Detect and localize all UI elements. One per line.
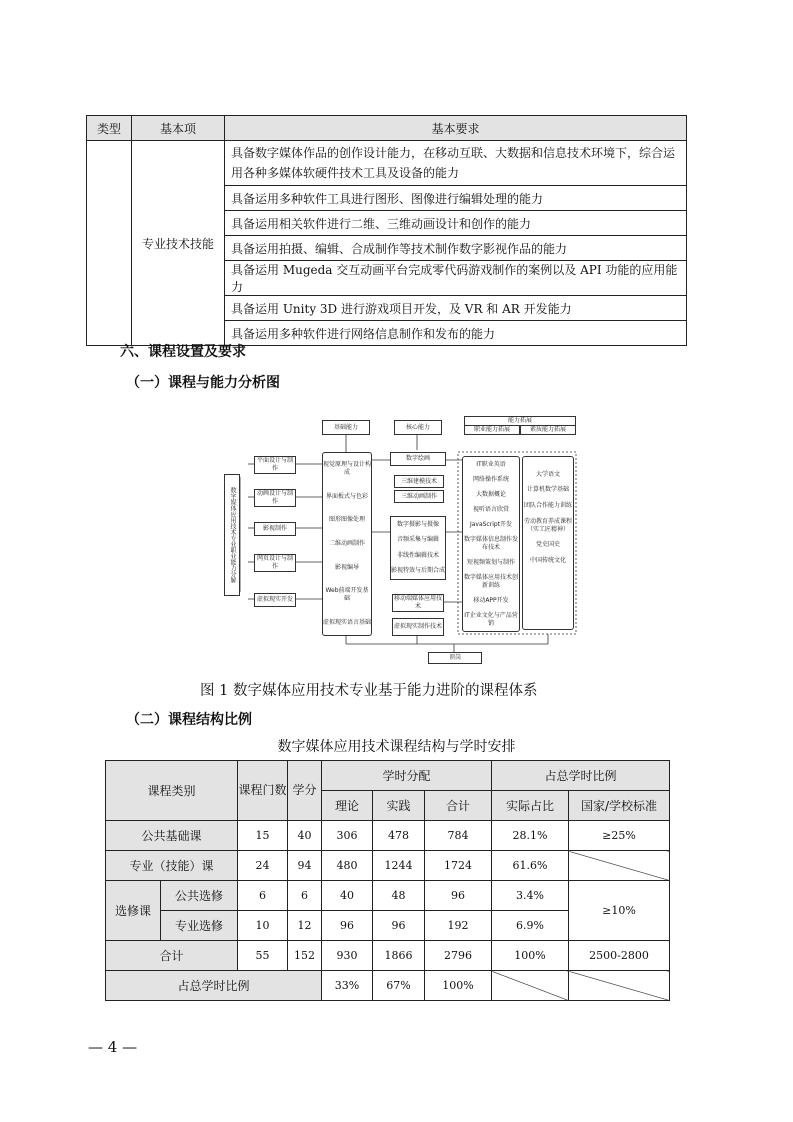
career-item: 短视频策划与制作: [466, 558, 515, 566]
cell-total: 2796: [425, 941, 492, 971]
core-group-item: 影视特效与后期合成: [391, 567, 446, 575]
cell-count: 15: [238, 821, 288, 851]
core-item: 三维动画制作: [394, 490, 444, 503]
header-basic-item: 基本项: [132, 116, 225, 141]
cell-practice: 96: [373, 911, 425, 941]
career-item: 视听语言欣赏: [472, 505, 509, 513]
requirement-row: 具备运用相关软件进行二维、三维动画设计和创作的能力: [225, 211, 687, 236]
core-group-item: 非线性编辑技术: [396, 551, 439, 559]
table-row: [106, 881, 670, 911]
header-practice: 实践: [373, 791, 425, 821]
cell-total: 96: [425, 881, 492, 911]
left-box: 动画设计与制作: [254, 489, 296, 507]
quality-extension-header: 素质能力拓展: [520, 425, 576, 435]
row-name: 专业选修: [161, 911, 238, 941]
cell-theory: 96: [322, 911, 373, 941]
basic-item: 影视编导: [334, 563, 359, 571]
quality-extension-column: [522, 456, 574, 630]
header-hours-ratio: 占总学时比例: [492, 761, 670, 791]
header-credit: 学分: [288, 761, 322, 821]
basic-item: 视觉原理与设计构成: [323, 460, 372, 476]
requirements-table: [86, 115, 687, 346]
header-theory: 理论: [322, 791, 373, 821]
table-title: 数字媒体应用技术课程结构与学时安排: [277, 739, 516, 755]
core-ability-header: 核心能力: [394, 420, 442, 435]
cell-actual: 28.1%: [492, 821, 569, 851]
row-name: 公共基础课: [106, 821, 238, 851]
cell-practice: 1866: [373, 941, 425, 971]
category-cell: 专业技术技能: [132, 141, 225, 346]
table-row: [106, 851, 670, 881]
career-item: JavaScript开发: [469, 520, 513, 528]
cell-credit: 152: [288, 941, 322, 971]
career-extension-header: 职业能力拓展: [464, 425, 520, 435]
subsection-title-2: （二）课程结构比例: [126, 712, 252, 728]
cell-theory: 480: [322, 851, 373, 881]
career-extension-column: [462, 456, 520, 632]
row-name: 公共选修: [161, 881, 238, 911]
header-total: 合计: [425, 791, 492, 821]
table-row: [106, 821, 670, 851]
left-box: 平面设计与制作: [254, 456, 296, 474]
core-group-item: 数字摄影与摄像: [396, 520, 439, 528]
basic-ability-header: 基础能力: [322, 420, 370, 435]
cell-theory: 33%: [322, 971, 373, 1001]
requirement-row: 具备运用拍摄、编辑、合成制作等技术制作数字影视作品的能力: [225, 236, 687, 261]
empty-diagonal-cell: [569, 851, 670, 881]
elective-label: 选修课: [106, 881, 161, 941]
row-name: 合计: [106, 941, 238, 971]
cell-practice: 1244: [373, 851, 425, 881]
career-item: 移动APP开发: [473, 596, 509, 604]
cell-actual: 3.4%: [492, 881, 569, 911]
empty-diagonal-cell: [492, 971, 569, 1001]
core-item: 三维建模技术: [394, 475, 444, 488]
cell-total: 784: [425, 821, 492, 851]
left-box: 虚拟现实开发: [254, 593, 296, 607]
quality-item: 中国传统文化: [529, 557, 566, 565]
basic-ability-column: [322, 452, 372, 636]
course-ability-diagram: [218, 412, 578, 667]
requirement-row: 具备运用 Mugeda 交互动画平台完成零代码游戏制作的案例以及 API 功能的应用能力: [225, 261, 687, 296]
figure-caption: 图 1 数字媒体应用技术专业基于能力进阶的课程体系: [200, 683, 538, 699]
cell-theory: 306: [322, 821, 373, 851]
career-item: 网络操作系统: [472, 475, 509, 483]
subsection-title-1: （一）课程与能力分析图: [126, 375, 280, 391]
cell-count: 55: [238, 941, 288, 971]
header-basic-requirement: 基本要求: [225, 116, 687, 141]
header-standard: 国家/学校标准: [569, 791, 670, 821]
core-item: 数字绘画: [390, 452, 446, 466]
core-bottom-item: 虚拟现实制作技术: [392, 618, 444, 636]
cell-standard: ≥25%: [569, 821, 670, 851]
cell-actual: 61.6%: [492, 851, 569, 881]
requirement-row: 具备运用多种软件进行网络信息制作和发布的能力: [225, 321, 687, 346]
header-course-category: 课程类别: [106, 761, 238, 821]
core-bottom-item: 移动端媒体应用技术: [393, 595, 442, 610]
quality-item: 党史国史: [535, 541, 560, 549]
cell-standard: 2500-2800: [569, 941, 670, 971]
cell-count: 6: [238, 881, 288, 911]
row-name: 专业（技能）课: [106, 851, 238, 881]
cell-credit: 94: [288, 851, 322, 881]
cell-actual: 6.9%: [492, 911, 569, 941]
cell-theory: 40: [322, 881, 373, 911]
page-number: — 4 —: [88, 1038, 138, 1056]
requirement-row: 具备运用 Unity 3D 进行游戏项目开发，及 VR 和 AR 开发能力: [225, 296, 687, 321]
career-item: 数字媒体应用技术创新训练: [463, 573, 518, 589]
type-cell: [87, 141, 132, 346]
cell-practice: 48: [373, 881, 425, 911]
table-row: [106, 971, 670, 1001]
requirement-row: 具备数字媒体作品的创作设计能力，在移动互联、大数据和信息技术环境下，综合运用各种多媒体软硬件技术工具及设备的能力: [225, 141, 687, 186]
career-item: 数字媒体信息制作发布技术: [463, 535, 518, 551]
quality-item: 计算机数学基础: [526, 486, 569, 494]
cell-total: 100%: [425, 971, 492, 1001]
cell-practice: 478: [373, 821, 425, 851]
basic-item: 图形图像处理: [328, 516, 365, 524]
quality-item: 团队合作能力训练: [523, 502, 572, 510]
cell-practice: 67%: [373, 971, 425, 1001]
core-group-item: 音频采集与编辑: [396, 536, 439, 544]
cell-actual: 100%: [492, 941, 569, 971]
basic-item: Web前端开发基础: [325, 587, 369, 603]
header-type: 类型: [87, 116, 132, 141]
basic-item: 二维动画制作: [328, 539, 365, 547]
core-group-box: [390, 516, 446, 580]
cell-count: 24: [238, 851, 288, 881]
empty-diagonal-cell: [569, 971, 670, 1001]
left-box: 影视制作: [254, 522, 296, 536]
cell-theory: 930: [322, 941, 373, 971]
row-name: 占总学时比例: [106, 971, 322, 1001]
quality-item: 劳动教育养成课程（实工匠精神）: [523, 517, 572, 533]
cell-credit: 6: [288, 881, 322, 911]
career-item: IT企业文化与产品营销: [464, 611, 518, 627]
basic-item: 界面板式与色彩: [325, 492, 368, 500]
course-structure-table: [105, 760, 670, 1001]
ability-extension-header: 能力拓展: [464, 416, 576, 426]
bottom-internship-box: 顶岗: [428, 652, 482, 664]
header-hours-distribution: 学时分配: [322, 761, 492, 791]
table-row: [106, 941, 670, 971]
cell-total: 192: [425, 911, 492, 941]
career-item: IT职业英语: [476, 460, 506, 468]
elective-standard: ≥10%: [569, 881, 670, 941]
header-course-count: 课程门数: [238, 761, 288, 821]
requirement-row: 具备运用多种软件工具进行图形、图像进行编辑处理的能力: [225, 186, 687, 211]
cell-credit: 12: [288, 911, 322, 941]
basic-item: 虚拟现实语言基础: [323, 619, 372, 627]
header-actual-ratio: 实际占比: [492, 791, 569, 821]
cell-total: 1724: [425, 851, 492, 881]
left-box: 网页设计与制作: [254, 554, 296, 572]
ability-decomposition-box: 数字媒体应用技术专业职业能力分解: [224, 474, 240, 596]
career-item: 大数据概论: [475, 490, 506, 498]
cell-credit: 40: [288, 821, 322, 851]
quality-item: 大学语文: [535, 470, 560, 478]
section-title: 六、课程设置及要求: [120, 344, 246, 360]
cell-count: 10: [238, 911, 288, 941]
